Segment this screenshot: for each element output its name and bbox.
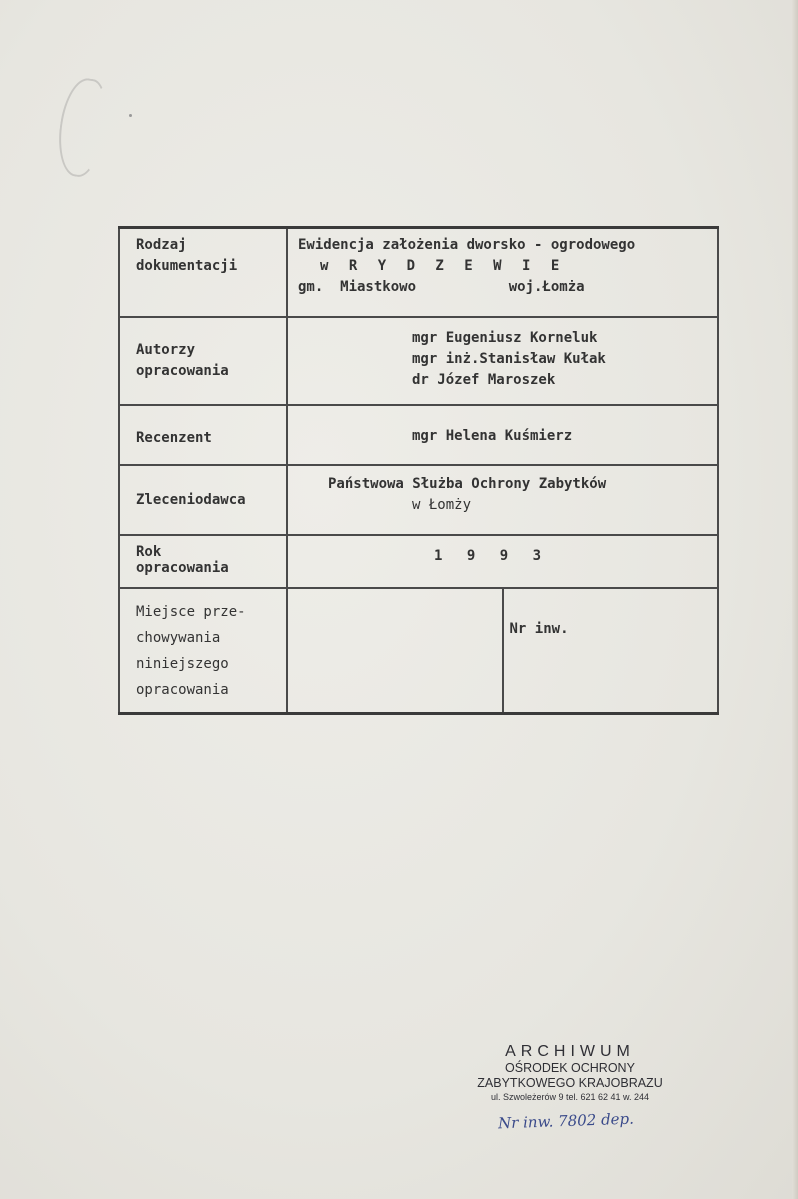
label-line: opracowania [136, 362, 229, 379]
label-line: Recenzent [136, 429, 212, 446]
label-line: Miejsce prze- [136, 603, 246, 620]
label-line: opracowania [136, 559, 229, 576]
stamp-line-office: OŚRODEK OCHRONY [505, 1061, 635, 1075]
label-cell [119, 465, 287, 535]
row-storage-location [119, 588, 718, 714]
value-cell [287, 405, 718, 465]
value-line: Państwowa Służba Ochrony Zabytków [328, 475, 607, 492]
label-line: Zleceniodawca [136, 491, 246, 508]
label-line: niniejszego [136, 655, 229, 672]
value-cell [287, 317, 718, 405]
label-line: opracowania [136, 681, 229, 698]
storage-value-cell [287, 588, 503, 714]
value-cell [287, 465, 718, 535]
value-line: w Łomży [412, 496, 472, 513]
row-year [119, 535, 718, 588]
stamp-line-address: ul. Szwoleżerów 9 tel. 621 62 41 w. 244 [490, 1092, 650, 1102]
value-cell [287, 228, 718, 317]
page-edge [792, 0, 798, 1199]
value-line: Ewidencja założenia dworsko - ogrodowego [298, 237, 636, 253]
row-reviewer [119, 405, 718, 465]
label-line: Rodzaj [136, 237, 187, 253]
label-line: Autorzy [136, 341, 196, 358]
value-line: gm. Miastkowo woj.Łomża [298, 279, 585, 295]
label-line: chowywania [136, 629, 221, 646]
label-line: Rok [136, 543, 162, 560]
label-cell [119, 535, 287, 588]
label-cell [119, 588, 287, 714]
handwritten-inventory-note: Nr inw. 7802 dep. [497, 1109, 635, 1133]
label-line: dokumentacji [136, 258, 238, 274]
stamp-line-archive: ARCHIWUM [505, 1043, 635, 1060]
archive-stamp [470, 1042, 670, 1104]
stamp-line-landscape: ZABYTKOWEGO KRAJOBRAZU [477, 1076, 663, 1090]
value-line: w R Y D Z E W I E [320, 258, 566, 274]
value-cell [287, 535, 718, 588]
value-line: mgr Eugeniusz Korneluk [412, 329, 598, 346]
inventory-label: Nr inw. [509, 620, 569, 637]
paper-speck [129, 114, 132, 117]
label-cell [119, 228, 287, 317]
value-line: mgr inż.Stanisław Kułak [412, 350, 606, 367]
value-line: mgr Helena Kuśmierz [412, 427, 573, 444]
label-cell [119, 405, 287, 465]
inventory-cell [503, 588, 719, 714]
row-commissioner [119, 465, 718, 535]
value-line: dr Józef Maroszek [412, 371, 556, 388]
row-authors [119, 317, 718, 405]
documentation-card [118, 226, 719, 715]
year-value: 1 9 9 3 [434, 547, 550, 564]
label-cell [119, 317, 287, 405]
row-documentation-type [119, 228, 718, 317]
